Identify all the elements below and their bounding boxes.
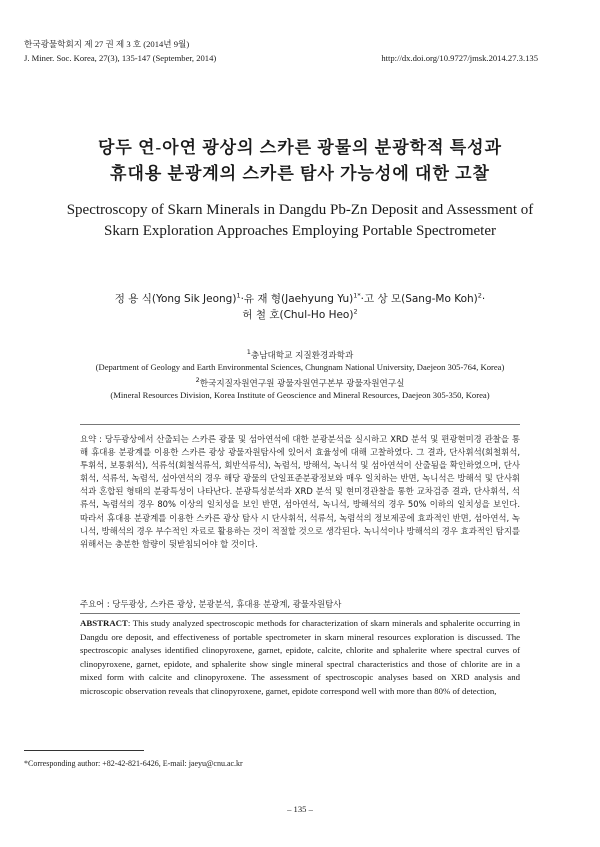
affiliation-2-en: (Mineral Resources Division, Korea Institute of Geoscience and Mineral Resources, Daejeon 305-350, Korea) — [110, 390, 490, 400]
corresponding-author-footnote: *Corresponding author: +82-42-821-6426, E-mail: jaeyu@cnu.ac.kr — [24, 759, 243, 768]
journal-header-ko: 한국광물학회지 제 27 권 제 3 호 (2014년 9월) — [24, 39, 190, 49]
abstract-label: ABSTRACT — [80, 618, 128, 628]
abstract-korean: 요약 : 당두광상에서 산출되는 스카른 광물 및 섬아연석에 대한 분광분석을 실시하고 XRD 분석 및 편광현미경 관찰을 통해 휴대용 분광계를 이용한 스카른 광상 광물자원탐사에 있어서 효율성에 대해 고찰하였다. 그 결과, 단사휘석(회철휘석, 투휘석, 보통휘석), 석류석(회철석류석, 회반석류석), 녹렴석, 방해석, 녹니석 및 섬아연석이 산출됨을 확인하였으며, 단사휘석, 석류석, 녹렴석, 섬아연석의 경우 해당 광물의 단일표준분광정보와 매우 일치하는 반면, 녹니석은 방해석 및 단사휘석과 혼합된 형태의 분광특성이 나타난다. 분광특성분석과 XRD 분석 및 현미경관찰을 통한 교차검증 결과, 단사휘석, 석류석, 녹렴석의 경우 80% 이상의 일치성을 보인 반면, 섬아연석, 녹니석, 방해석의 경우 50% 이하의 일치성을 보인다. 따라서 휴대용 분광계를 이용한 스카른 광상 탐사 시 단사휘석, 석류석, 녹렴석의 정보제공에 효과적인 반면, 섬아연석, 녹니석, 방해석의 경우 부수적인 자료로 활용하는 것이 적절할 것으로 생각된다. 녹니석이나 방해석의 경우 효과적인 탐지를 위해서는 충분한 함량이 뒷받침되어야 할 것이다. — [80, 434, 520, 549]
aff-1-ko-text: 충남대학교 지질환경과학과 — [250, 350, 354, 361]
affiliation-1-en: (Department of Geology and Earth Environmental Sciences, Chungnam National University, Daejeon 305-764, Korea) — [95, 362, 505, 372]
author-2-sup: 1* — [353, 291, 361, 300]
abstract-english-text: : This study analyzed spectroscopic methods for characterization of skarn minerals and sphalerite occurring in Dangdu ore deposit, and effectiveness of portable spectrometer in skarn mineral resources exploration is discussed. The spectroscopic analyses identified clinopyroxene, garnet, epidote, calcite, chlorite and sphalerite where spectral curves of clinopyroxene, garnet, epidote, and sphalerite show single mineral spectral characteristics and those of chlorite are in a mixed form with calcite and clinopyroxene. The assessment of spectroscopic analyses based on XRD analysis and microscopic observation reveals that clinopyroxene, garnet, epidote correspond well with more than 80% of detection, — [80, 618, 520, 696]
author-2: ·유 재 형(Jaehyung Yu) — [240, 293, 354, 305]
title-korean-line2: 휴대용 분광계의 스카른 탐사 가능성에 대한 고찰 — [110, 164, 490, 183]
author-1: 정 용 식(Yong Sik Jeong) — [114, 293, 237, 305]
author-1-sup: 1 — [236, 291, 241, 300]
abstract-english — [80, 617, 520, 698]
abstract-top-rule — [80, 424, 520, 425]
affiliation-1-ko — [0, 348, 600, 361]
aff-1-sup: 1 — [246, 348, 251, 356]
aff-2-sup: 2 — [195, 376, 200, 384]
author-list — [0, 291, 600, 306]
title-korean-line1: 당두 연-아연 광상의 스카른 광물의 분광학적 특성과 — [97, 138, 503, 157]
author-4-sup: 2 — [353, 307, 358, 316]
journal-header-en: J. Miner. Soc. Korea, 27(3), 135-147 (September, 2014) — [24, 53, 217, 63]
doi-link[interactable]: http://dx.doi.org/10.9727/jmsk.2014.27.3.135 — [381, 53, 538, 63]
author-3-sup: 2 — [477, 291, 482, 300]
title-english: Spectroscopy of Skarn Minerals in Dangdu Pb-Zn Deposit and Assessment of Skarn Exploration Approaches Employing Portable Spectrometer — [66, 202, 534, 239]
page-number: – 135 – — [287, 804, 313, 814]
author-3: ·고 상 모(Sang-Mo Koh) — [360, 293, 478, 305]
aff-2-ko-text: 한국지질자원연구원 광물자원연구본부 광물자원연구실 — [199, 378, 405, 389]
author-separator: · — [481, 293, 486, 305]
footnote-rule — [24, 750, 144, 751]
author-list-line2 — [0, 307, 600, 322]
keywords-rule — [80, 613, 520, 614]
keywords-korean: 주요어 : 당두광상, 스카른 광상, 분광분석, 휴대용 분광계, 광물자원탐사 — [80, 599, 342, 609]
author-4: 허 철 호(Chul-Ho Heo) — [242, 309, 354, 321]
affiliation-2-ko — [0, 376, 600, 389]
